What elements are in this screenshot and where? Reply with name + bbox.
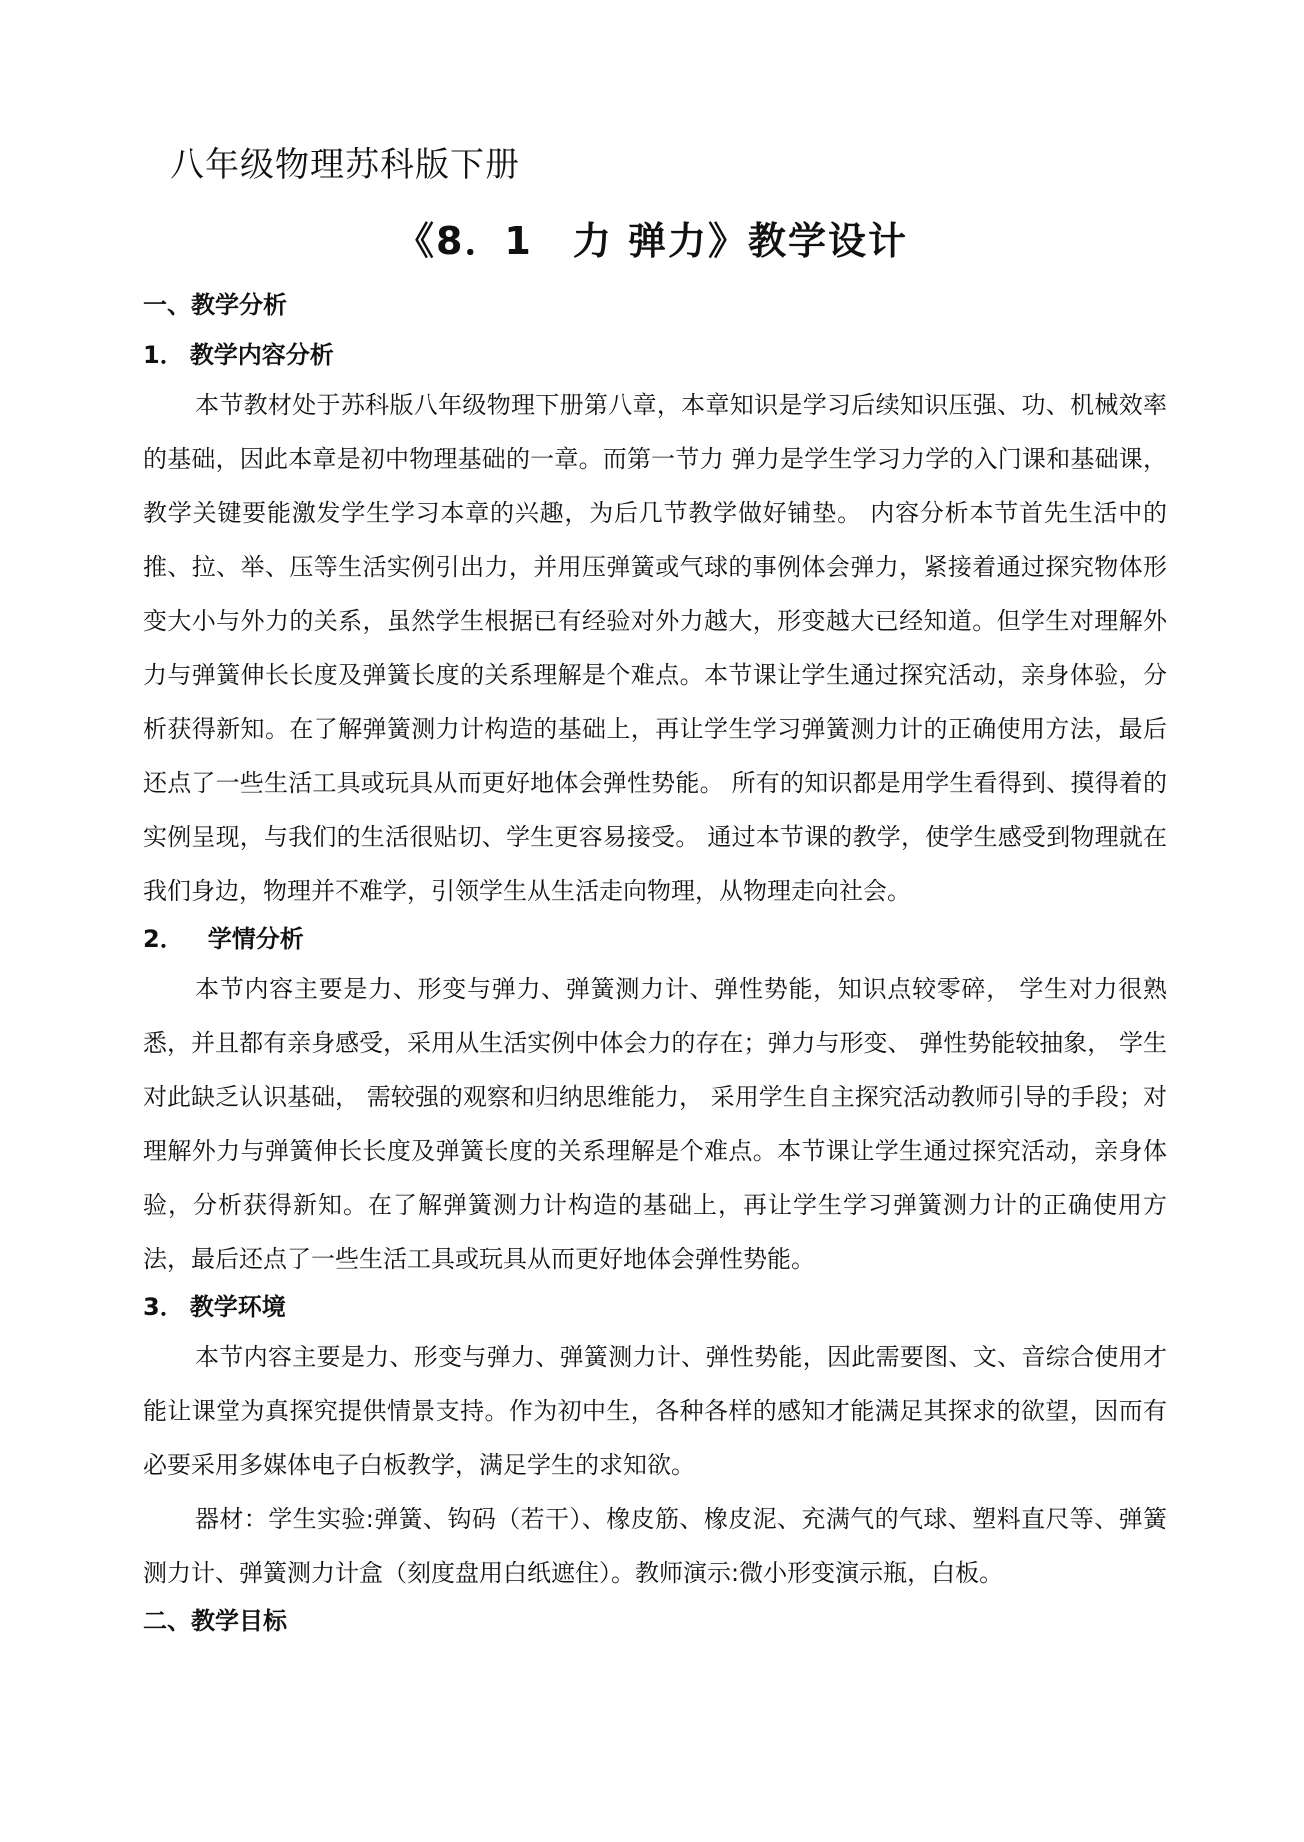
subheading-number: 2． xyxy=(143,925,184,953)
section-heading-analysis: 一、教学分析 xyxy=(143,291,287,319)
document-title: 八年级物理苏科版下册 xyxy=(170,145,520,185)
subheading-text: 学情分析 xyxy=(207,925,304,953)
section-heading-objectives: 二、教学目标 xyxy=(143,1607,287,1635)
subheading-number: 1． xyxy=(143,341,184,369)
paragraph-learner-analysis: 本节内容主要是力、形变与弹力、弹簧测力计、弹性势能，知识点较零碎， 学生对力很熟悉，并且都有亲身感受，采用从生活实例中体会力的存在；弹力与形变、 弹性势能较抽象， 学生对此缺乏认识基础， 需较强的观察和归纳思维能力， 采用学生自主探究活动教师引导的手段；对理解外力与弹簧伸长长度及弹簧长度的关系理解是个难点。本节课让学生通过探究活动，亲身体验，分析获得新知。在了解弹簧测力计构造的基础上，再让学生学习弹簧测力计的正确使用方法，最后还点了一些生活工具或玩具从而更好地体会弹性势能。 xyxy=(143,975,1167,1273)
document-body xyxy=(143,290,1167,1656)
paragraph-environment: 本节内容主要是力、形变与弹力、弹簧测力计、弹性势能，因此需要图、文、音综合使用才能让课堂为真探究提供情景支持。作为初中生，各种各样的感知才能满足其探求的欲望，因而有必要采用多媒体电子白板教学，满足学生的求知欲。 xyxy=(143,1343,1167,1479)
paragraph-content-analysis: 本节教材处于苏科版八年级物理下册第八章，本章知识是学习后续知识压强、功、机械效率的基础，因此本章是初中物理基础的一章。而第一节力 弹力是学生学习力学的入门课和基础课，教学关键要能激发学生学习本章的兴趣，为后几节教学做好铺垫。 内容分析本节首先生活中的推、拉、举、压等生活实例引出力，并用压弹簧或气球的事例体会弹力，紧接着通过探究物体形变大小与外力的关系，虽然学生根据已有经验对外力越大，形变越大已经知道。但学生对理解外力与弹簧伸长长度及弹簧长度的关系理解是个难点。本节课让学生通过探究活动，亲身体验，分析获得新知。在了解弹簧测力计构造的基础上，再让学生学习弹簧测力计的正确使用方法，最后还点了一些生活工具或玩具从而更好地体会弹性势能。 所有的知识都是用学生看得到、摸得着的实例呈现，与我们的生活很贴切、学生更容易接受。 通过本节课的教学，使学生感受到物理就在我们身边，物理并不难学，引领学生从生活走向物理，从物理走向社会。 xyxy=(143,391,1167,905)
subheading-text: 教学内容分析 xyxy=(189,341,334,369)
subheading-learner-analysis xyxy=(143,924,1167,954)
paragraph-materials: 器材：学生实验:弹簧、钩码（若干）、橡皮筋、橡皮泥、充满气的气球、塑料直尺等、弹簧测力计、弹簧测力计盒（刻度盘用白纸遮住）。教师演示:微小形变演示瓶，白板。 xyxy=(143,1505,1167,1587)
subheading-text: 教学环境 xyxy=(189,1293,286,1321)
subheading-environment xyxy=(143,1292,1167,1322)
document-subtitle: 《8．1 力 弹力》教学设计 xyxy=(395,219,909,263)
subheading-content-analysis xyxy=(143,340,1167,370)
subheading-number: 3． xyxy=(143,1293,184,1321)
